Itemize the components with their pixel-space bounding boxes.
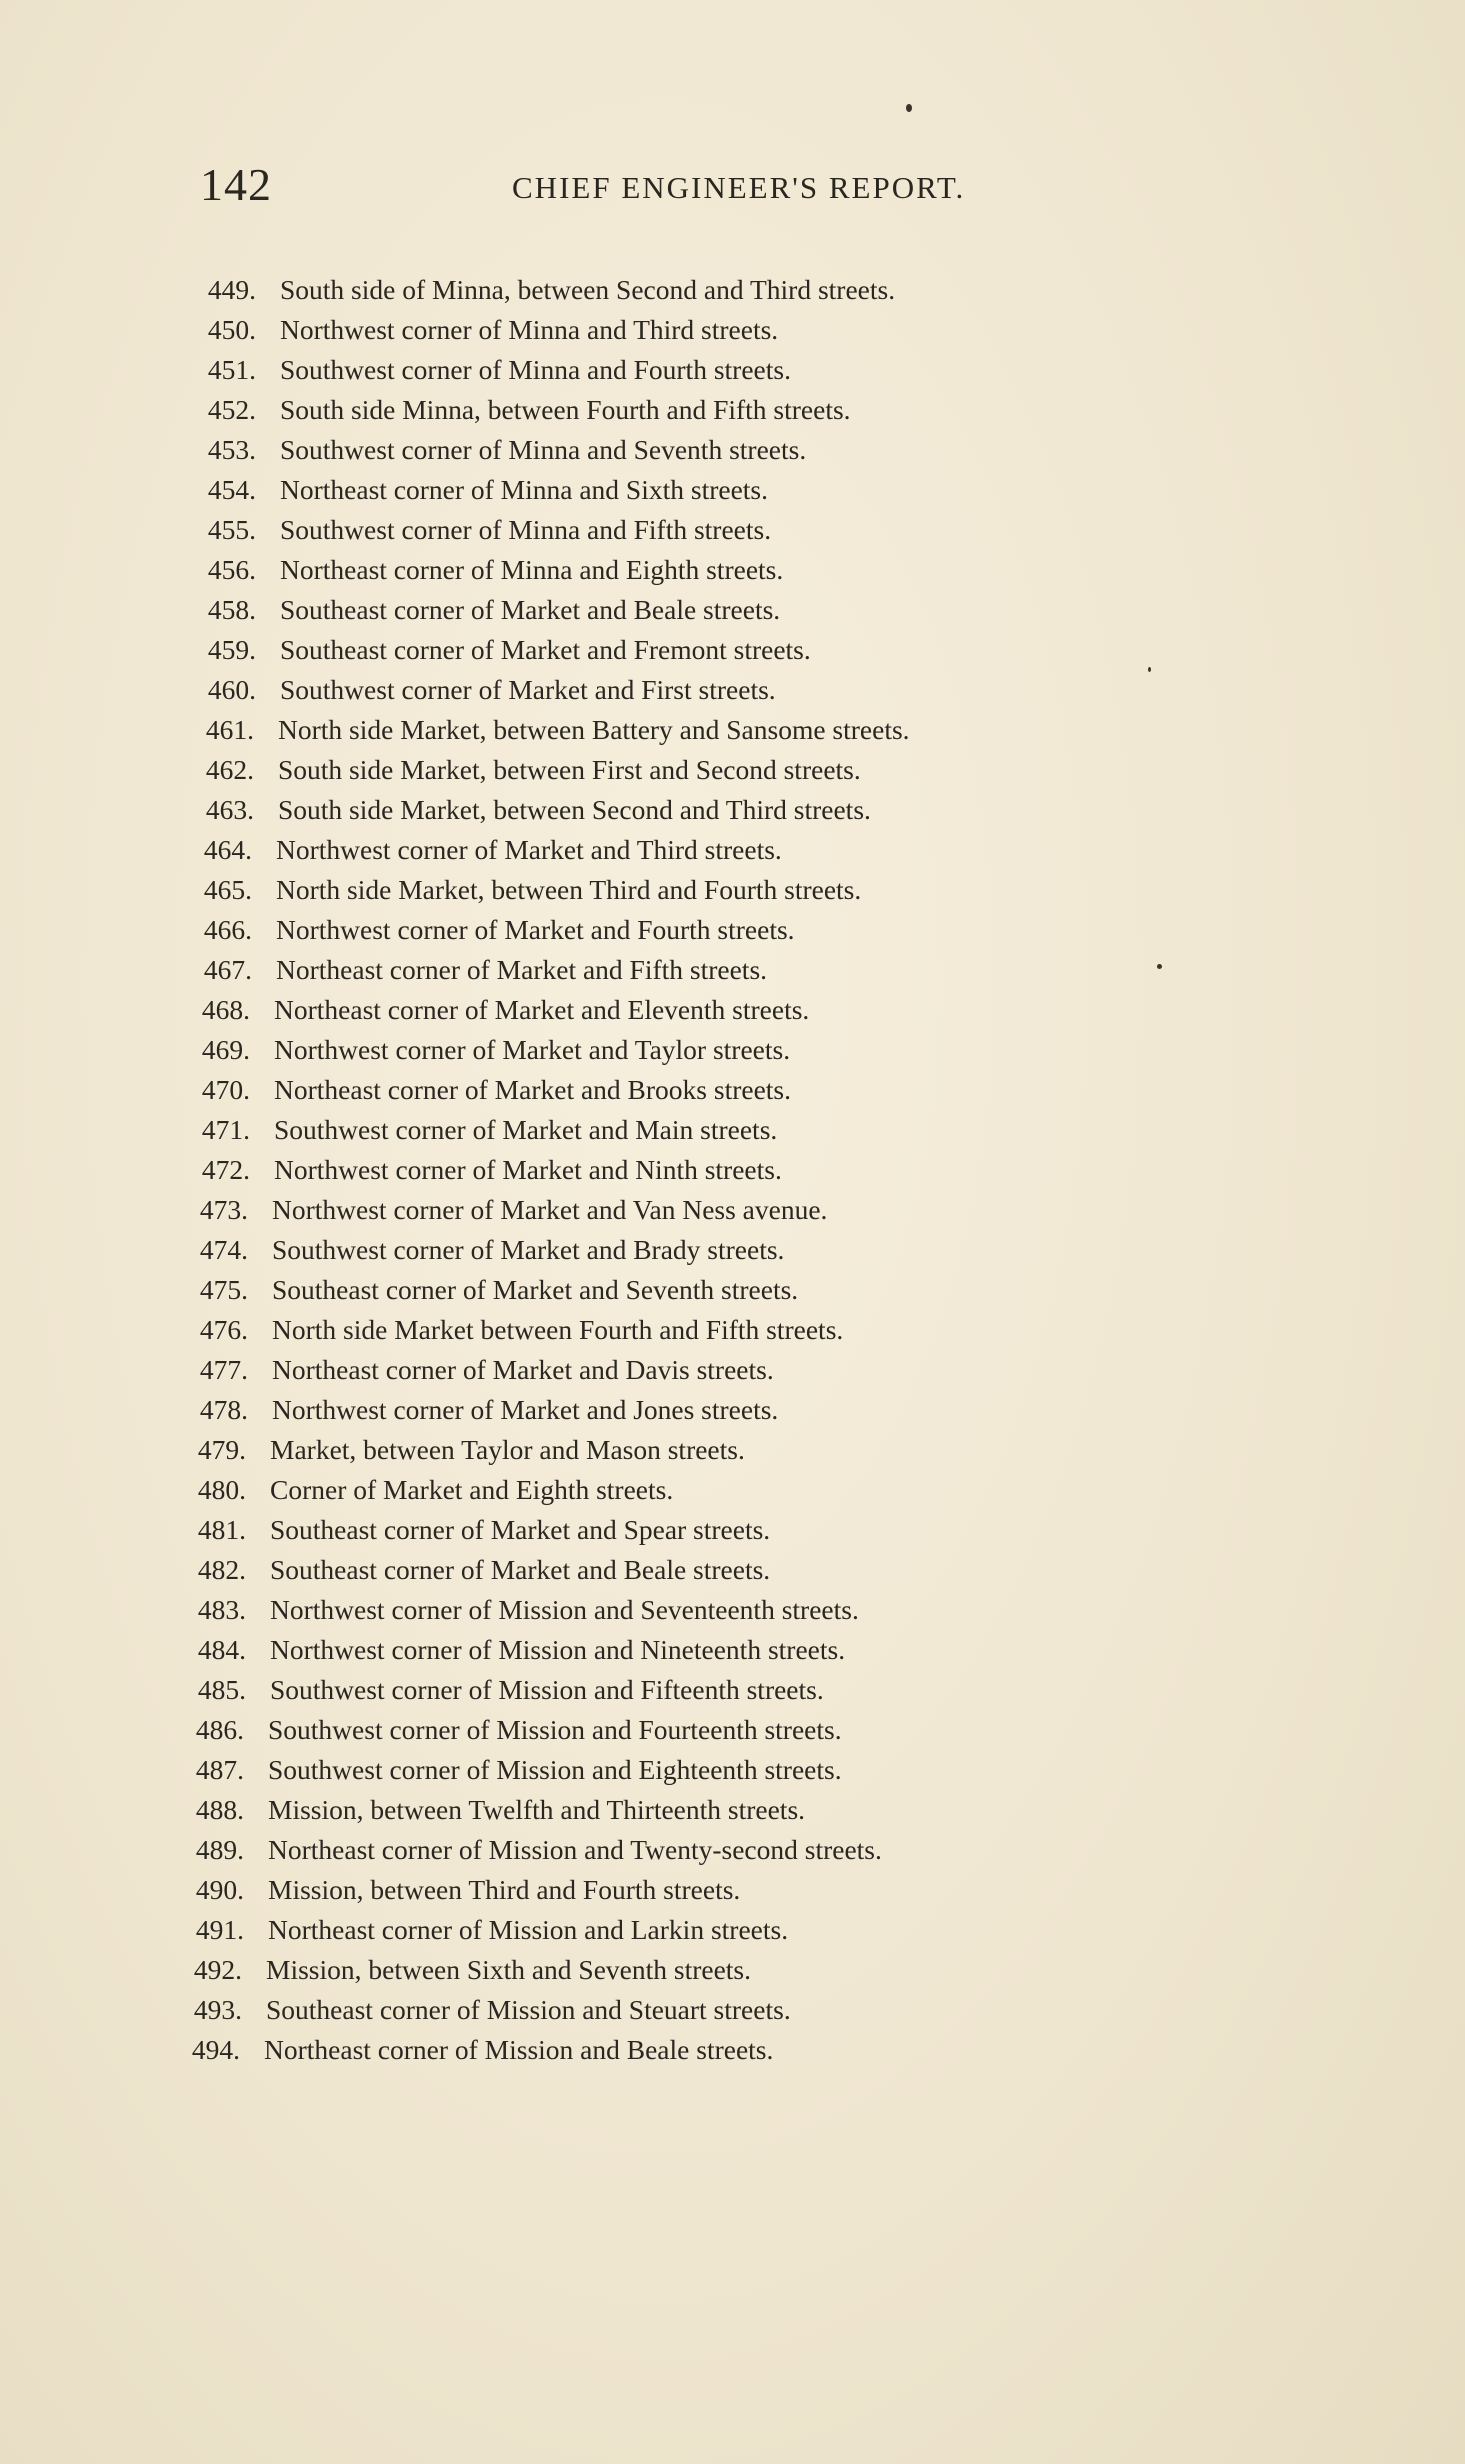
entry-number: 453.	[207, 434, 256, 465]
entry-text: Northeast corner of Minna and Sixth streets.	[280, 474, 769, 505]
list-item	[166, 710, 1168, 750]
list-item	[168, 630, 1168, 670]
entry-number: 455.	[207, 514, 256, 545]
entry-number: 480.	[197, 1474, 246, 1505]
list-item	[168, 270, 1168, 310]
entry-text: Northeast corner of Mission and Twenty-second streets.	[268, 1834, 882, 1865]
entry-text: Northwest corner of Market and Fourth streets.	[276, 914, 795, 945]
entry-text: Southeast corner of Market and Fremont streets.	[280, 634, 811, 665]
entry-number: 462.	[205, 754, 254, 785]
entry-number: 492.	[193, 1954, 242, 1985]
list-item	[156, 1750, 1168, 1790]
entry-text: North side Market, between Third and Fourth streets.	[276, 874, 862, 905]
list-item	[158, 1510, 1168, 1550]
entry-text: Northwest corner of Market and Third streets.	[276, 834, 782, 865]
list-item	[158, 1430, 1168, 1470]
ink-speck	[1157, 964, 1162, 969]
entry-number: 490.	[195, 1874, 244, 1905]
entry-number: 489.	[195, 1834, 244, 1865]
entry-text: Southwest corner of Market and First streets.	[280, 674, 776, 705]
entry-number: 482.	[197, 1554, 246, 1585]
entry-text: Corner of Market and Eighth streets.	[270, 1474, 674, 1505]
entry-number: 451.	[207, 354, 256, 385]
entry-text: Southwest corner of Mission and Eighteenth streets.	[268, 1754, 842, 1785]
list-item	[154, 1990, 1168, 2030]
list-item	[158, 1590, 1168, 1630]
entry-text: Southwest corner of Mission and Fifteenth streets.	[270, 1674, 824, 1705]
entry-text: South side Minna, between Fourth and Fifth streets.	[280, 394, 851, 425]
entry-number: 485.	[197, 1674, 246, 1705]
entry-number: 456.	[207, 554, 256, 585]
list-item	[168, 550, 1168, 590]
entry-text: Mission, between Third and Fourth streets.	[268, 1874, 741, 1905]
entry-number: 488.	[195, 1794, 244, 1825]
entry-number: 476.	[199, 1314, 248, 1345]
entry-number: 479.	[197, 1434, 246, 1465]
list-item	[162, 1150, 1168, 1190]
list-item	[168, 350, 1168, 390]
entry-number: 466.	[203, 914, 252, 945]
entry-number: 458.	[207, 594, 256, 625]
list-item	[160, 1310, 1168, 1350]
entry-text: Northwest corner of Mission and Seventeenth streets.	[270, 1594, 859, 1625]
entry-text: Southeast corner of Market and Seventh streets.	[272, 1274, 799, 1305]
list-item	[168, 310, 1168, 350]
entry-number: 481.	[197, 1514, 246, 1545]
list-item	[160, 1190, 1168, 1230]
entry-number: 475.	[199, 1274, 248, 1305]
entry-list	[168, 270, 1168, 2070]
list-item	[158, 1670, 1168, 1710]
entry-text: Northeast corner of Mission and Larkin streets.	[268, 1914, 789, 1945]
entry-text: Northeast corner of Minna and Eighth streets.	[280, 554, 784, 585]
page-number: 142	[200, 159, 272, 210]
entry-text: South side of Minna, between Second and Third streets.	[280, 274, 896, 305]
entry-number: 472.	[201, 1154, 250, 1185]
entry-text: North side Market between Fourth and Fifth streets.	[272, 1314, 844, 1345]
list-item	[166, 750, 1168, 790]
entry-number: 469.	[201, 1034, 250, 1065]
list-item	[156, 1910, 1168, 1950]
entry-text: Northwest corner of Market and Taylor streets.	[274, 1034, 791, 1065]
entry-text: Northwest corner of Mission and Nineteenth streets.	[270, 1634, 846, 1665]
entry-number: 474.	[199, 1234, 248, 1265]
list-item	[162, 1070, 1168, 1110]
entry-number: 493.	[193, 1994, 242, 2025]
entry-text: Southeast corner of Market and Spear streets.	[270, 1514, 771, 1545]
entry-number: 477.	[199, 1354, 248, 1385]
entry-text: Mission, between Twelfth and Thirteenth streets.	[268, 1794, 806, 1825]
entry-text: Southwest corner of Minna and Fifth streets.	[280, 514, 772, 545]
list-item	[168, 470, 1168, 510]
list-item	[162, 990, 1168, 1030]
entry-number: 459.	[207, 634, 256, 665]
entry-text: Northeast corner of Market and Eleventh streets.	[274, 994, 810, 1025]
entry-number: 483.	[197, 1594, 246, 1625]
list-item	[164, 830, 1168, 870]
list-item	[164, 950, 1168, 990]
list-item	[154, 1950, 1168, 1990]
list-item	[156, 1710, 1168, 1750]
list-item	[168, 590, 1168, 630]
ink-speck	[1148, 667, 1151, 672]
entry-number: 473.	[199, 1194, 248, 1225]
entry-text: Northwest corner of Market and Van Ness avenue.	[272, 1194, 828, 1225]
list-item	[156, 1790, 1168, 1830]
entry-number: 470.	[201, 1074, 250, 1105]
entry-text: Southeast corner of Market and Beale streets.	[270, 1554, 771, 1585]
list-item	[160, 1350, 1168, 1390]
entry-number: 494.	[191, 2034, 240, 2065]
list-item	[160, 1270, 1168, 1310]
entry-number: 461.	[205, 714, 254, 745]
entry-text: Northwest corner of Minna and Third streets.	[280, 314, 779, 345]
entry-text: Northwest corner of Market and Jones streets.	[272, 1394, 779, 1425]
entry-text: Northeast corner of Market and Davis streets.	[272, 1354, 774, 1385]
entry-number: 478.	[199, 1394, 248, 1425]
entry-text: Northwest corner of Market and Ninth streets.	[274, 1154, 782, 1185]
entry-text: Northeast corner of Market and Fifth streets.	[276, 954, 768, 985]
entry-text: Southwest corner of Mission and Fourteenth streets.	[268, 1714, 842, 1745]
entry-number: 484.	[197, 1634, 246, 1665]
entry-text: Southwest corner of Minna and Seventh streets.	[280, 434, 807, 465]
entry-text: North side Market, between Battery and Sansome streets.	[278, 714, 910, 745]
entry-number: 452.	[207, 394, 256, 425]
entry-text: Market, between Taylor and Mason streets.	[270, 1434, 745, 1465]
entry-number: 463.	[205, 794, 254, 825]
list-item	[164, 870, 1168, 910]
entry-text: Northeast corner of Mission and Beale streets.	[264, 2034, 774, 2065]
entry-number: 464.	[203, 834, 252, 865]
list-item	[164, 910, 1168, 950]
list-item	[162, 1110, 1168, 1150]
entry-text: Southeast corner of Market and Beale streets.	[280, 594, 781, 625]
list-item	[160, 1390, 1168, 1430]
entry-number: 491.	[195, 1914, 244, 1945]
list-item	[158, 1470, 1168, 1510]
entry-text: South side Market, between First and Second streets.	[278, 754, 861, 785]
list-item	[156, 1870, 1168, 1910]
entry-number: 486.	[195, 1714, 244, 1745]
list-item	[168, 390, 1168, 430]
entry-text: Southeast corner of Mission and Steuart streets.	[266, 1994, 791, 2025]
entry-number: 471.	[201, 1114, 250, 1145]
list-item	[152, 2030, 1168, 2070]
entry-number: 450.	[207, 314, 256, 345]
entry-text: Northeast corner of Market and Brooks streets.	[274, 1074, 791, 1105]
list-item	[160, 1230, 1168, 1270]
ink-speck	[906, 104, 912, 112]
entry-text: Southwest corner of Market and Main streets.	[274, 1114, 778, 1145]
list-item	[162, 1030, 1168, 1070]
list-item	[156, 1830, 1168, 1870]
entry-number: 449.	[207, 274, 256, 305]
entry-number: 465.	[203, 874, 252, 905]
list-item	[166, 790, 1168, 830]
entry-text: South side Market, between Second and Third streets.	[278, 794, 871, 825]
entry-number: 467.	[203, 954, 252, 985]
entry-text: Southwest corner of Minna and Fourth streets.	[280, 354, 791, 385]
entry-number: 487.	[195, 1754, 244, 1785]
list-item	[158, 1630, 1168, 1670]
entry-text: Mission, between Sixth and Seventh streets.	[266, 1954, 752, 1985]
entry-number: 460.	[207, 674, 256, 705]
running-head: CHIEF ENGINEER'S REPORT.	[512, 170, 966, 205]
list-item	[168, 670, 1168, 710]
list-item	[158, 1550, 1168, 1590]
entry-number: 454.	[207, 474, 256, 505]
list-item	[168, 430, 1168, 470]
list-item	[168, 510, 1168, 550]
entry-number: 468.	[201, 994, 250, 1025]
entry-text: Southwest corner of Market and Brady streets.	[272, 1234, 785, 1265]
